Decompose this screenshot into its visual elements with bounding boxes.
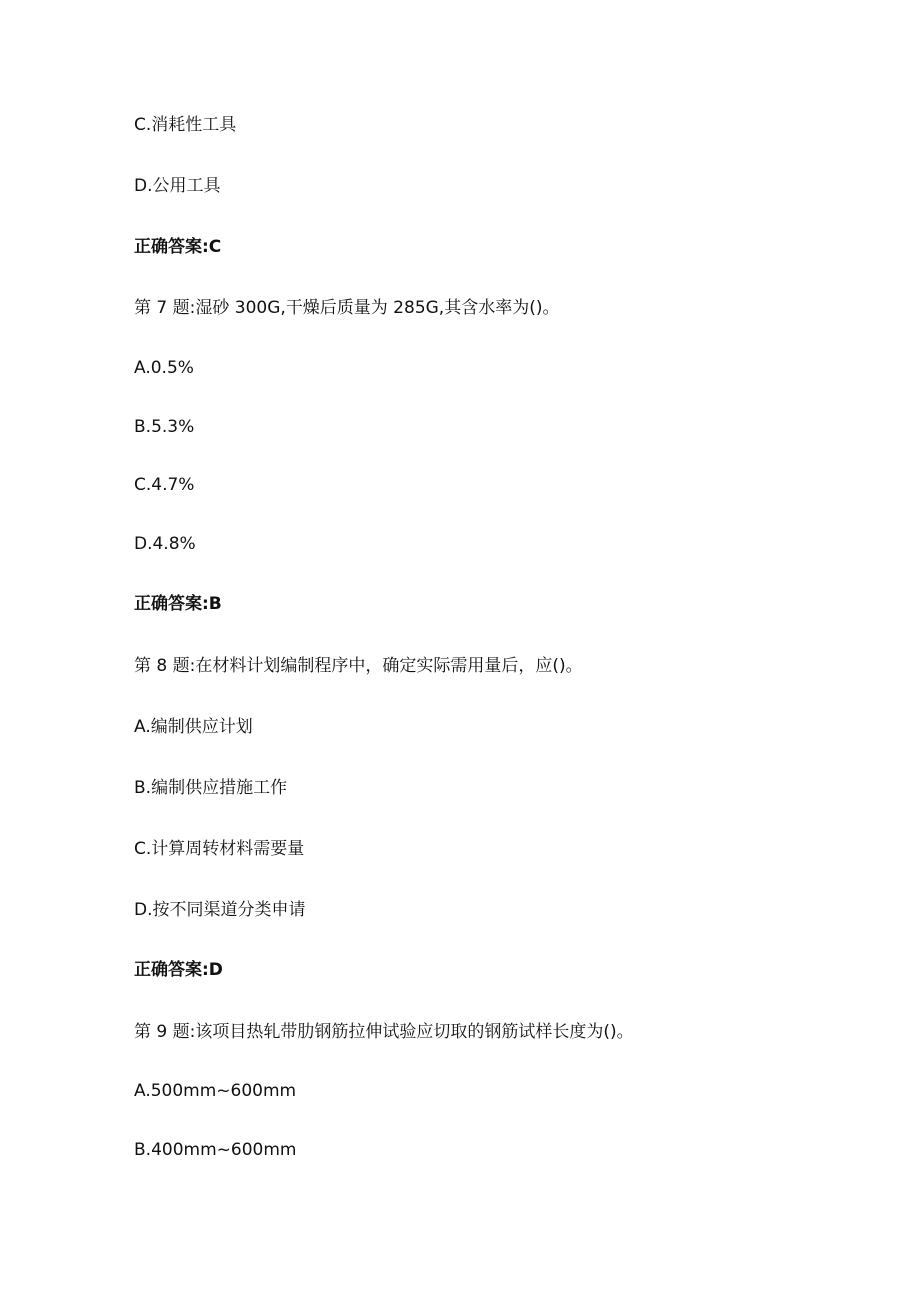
option-d-q7: D.4.8% bbox=[134, 534, 196, 554]
answer-q7: 正确答案:B bbox=[134, 594, 222, 614]
answer-q8: 正确答案:D bbox=[134, 960, 223, 980]
option-a-q7: A.0.5% bbox=[134, 358, 194, 378]
option-b-q7: B.5.3% bbox=[134, 417, 195, 437]
question-8: 第 8 题:在材料计划编制程序中，确定实际需用量后，应()。 bbox=[134, 656, 583, 676]
option-c-q6: C.消耗性工具 bbox=[134, 115, 237, 135]
option-a-q8: A.编制供应计划 bbox=[134, 717, 253, 737]
option-c-q7: C.4.7% bbox=[134, 475, 195, 495]
option-b-q9: B.400mm~600mm bbox=[134, 1140, 297, 1160]
option-d-q8: D.按不同渠道分类申请 bbox=[134, 900, 306, 920]
option-b-q8: B.编制供应措施工作 bbox=[134, 778, 288, 798]
option-a-q9: A.500mm~600mm bbox=[134, 1081, 297, 1101]
option-d-q6: D.公用工具 bbox=[134, 176, 221, 196]
question-7: 第 7 题:湿砂 300G,干燥后质量为 285G,其含水率为()。 bbox=[134, 298, 560, 318]
question-9: 第 9 题:该项目热轧带肋钢筋拉伸试验应切取的钢筋试样长度为()。 bbox=[134, 1022, 634, 1042]
answer-q6: 正确答案:C bbox=[134, 237, 222, 257]
option-c-q8: C.计算周转材料需要量 bbox=[134, 839, 305, 859]
